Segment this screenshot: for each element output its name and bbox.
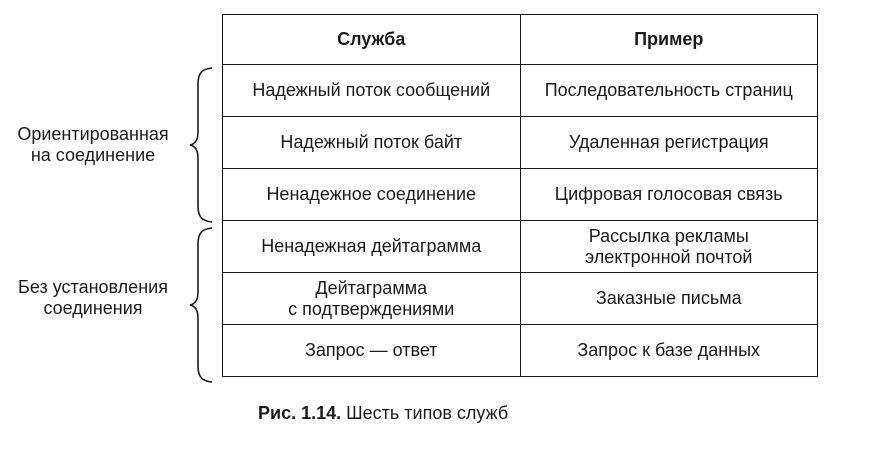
example-cell xyxy=(520,221,818,273)
cell-line: Ненадежная дейтаграмма xyxy=(261,236,482,256)
group-label-line: на соединение xyxy=(30,145,156,165)
service-cell xyxy=(223,221,521,273)
table-row xyxy=(223,65,818,117)
example-cell xyxy=(520,169,818,221)
caption-text: Шесть типов служб xyxy=(346,403,509,423)
table-row xyxy=(223,169,818,221)
cell-line: Удаленная регистрация xyxy=(568,132,769,152)
example-cell xyxy=(520,65,818,117)
table-row xyxy=(223,273,818,325)
group-label-connectionless xyxy=(0,277,186,319)
cell-line: электронной почтой xyxy=(585,246,753,267)
caption-prefix: Рис. 1.14. xyxy=(258,403,342,423)
service-cell xyxy=(223,325,521,377)
figure-caption xyxy=(258,402,508,424)
header-service: Служба xyxy=(223,15,521,65)
cell-line: Надежный поток байт xyxy=(280,132,463,152)
example-cell xyxy=(520,117,818,169)
service-cell xyxy=(223,273,521,325)
cell-line: Запрос — ответ xyxy=(304,340,438,360)
group-label-line: Без установления xyxy=(18,277,168,297)
example-cell xyxy=(520,273,818,325)
service-table xyxy=(222,14,818,377)
cell-line: Рассылка рекламы xyxy=(588,225,749,246)
service-cell xyxy=(223,169,521,221)
table-row xyxy=(223,117,818,169)
brace-icon xyxy=(186,226,220,384)
table-row xyxy=(223,325,818,377)
header-example: Пример xyxy=(520,15,818,65)
cell-line: Ненадежное соединение xyxy=(266,184,477,204)
table-row xyxy=(223,221,818,273)
cell-line: Надежный поток сообщений xyxy=(252,80,491,100)
group-label-line: соединения xyxy=(43,298,143,318)
brace-icon xyxy=(186,66,220,224)
cell-line: Заказные письма xyxy=(595,288,742,308)
table-header-row xyxy=(223,15,818,65)
group-label-line: Ориентированная xyxy=(17,124,169,144)
cell-line: Последовательность страниц xyxy=(544,80,793,100)
service-cell xyxy=(223,117,521,169)
cell-line: с подтверждениями xyxy=(288,298,455,319)
cell-line: Запрос к базе данных xyxy=(577,340,761,360)
cell-line: Цифровая голосовая связь xyxy=(554,184,783,204)
example-cell xyxy=(520,325,818,377)
service-cell xyxy=(223,65,521,117)
group-label-connection-oriented xyxy=(0,124,186,166)
cell-line: Дейтаграмма xyxy=(315,277,428,298)
